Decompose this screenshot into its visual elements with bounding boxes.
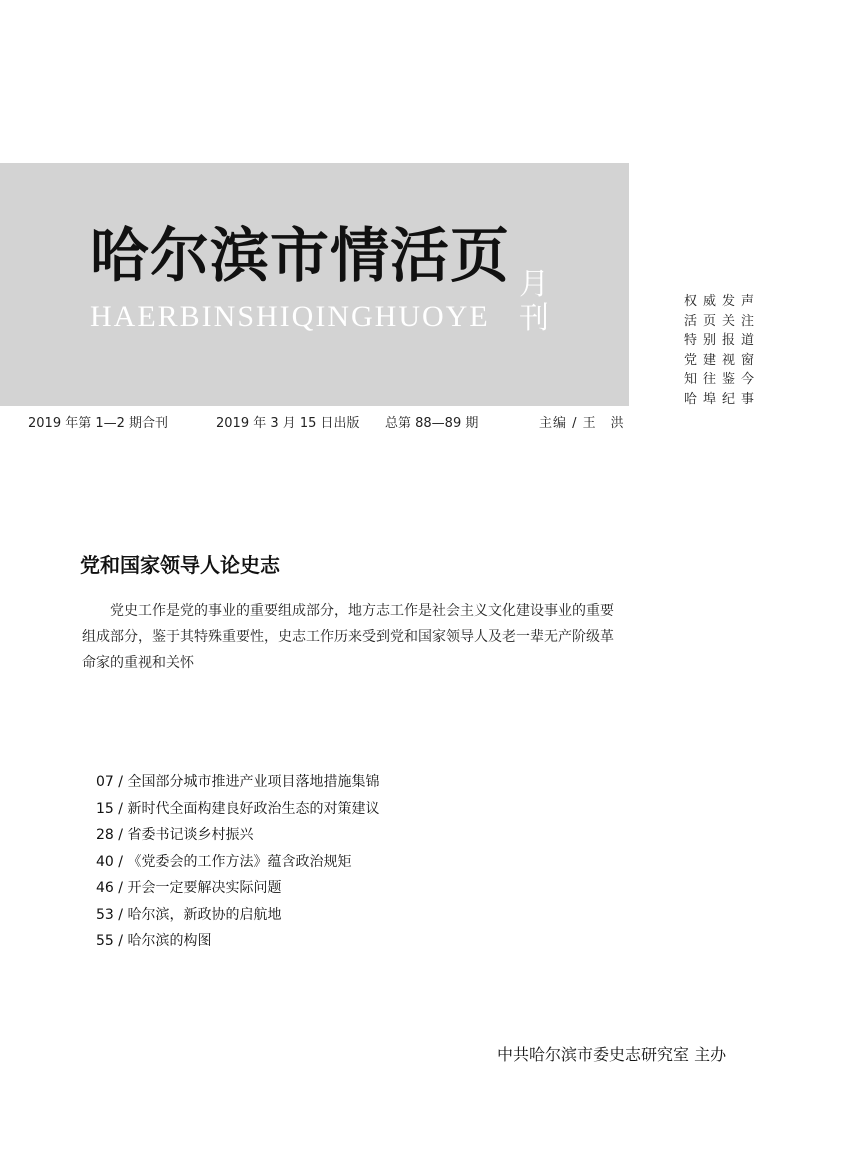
magazine-title: 哈尔滨市情活页: [90, 221, 511, 290]
toc-page-number: 28: [96, 827, 114, 843]
frequency-char: 月: [519, 267, 549, 302]
publish-date: 2019 年 3 月 15 日出版: [216, 416, 360, 431]
issue-info-bar: [28, 412, 648, 432]
toc-item[interactable]: 15 / 新时代全面构建良好政治生态的对策建议: [96, 800, 380, 817]
toc-item[interactable]: 46 / 开会一定要解决实际问题: [96, 880, 282, 896]
toc-page-number: 46: [96, 880, 114, 896]
toc-title: 全国部分城市推进产业项目落地措施集锦: [127, 774, 380, 790]
toc-page-number: 15: [96, 800, 114, 817]
toc-page-number: 07: [96, 774, 114, 790]
sponsor-organization: 中共哈尔滨市委史志研究室 主办: [497, 1045, 727, 1064]
slogan-item: 哈埠纪事: [684, 391, 761, 407]
toc-item[interactable]: 07 / 全国部分城市推进产业项目落地措施集锦: [96, 774, 380, 790]
combined-issue: 2019 年第 1—2 期合刊: [28, 416, 169, 431]
toc-title: 新时代全面构建良好政治生态的对策建议: [127, 800, 380, 817]
magazine-pinyin-title: HAERBINSHIQINGHUOYE: [90, 300, 490, 333]
slogan-item: 党建视窗: [684, 352, 761, 368]
toc-title: 哈尔滨的构图: [127, 933, 212, 949]
toc-title: 开会一定要解决实际问题: [127, 880, 282, 896]
feature-summary: 党史工作是党的事业的重要组成部分，地方志工作是社会主义文化建设事业的重要组成部分，鉴于其特殊重要性，史志工作历来受到党和国家领导人及老一辈无产阶级革命家的重视和关怀: [82, 603, 614, 671]
slogan-item: 权威发声: [684, 294, 761, 309]
slogan-item: 活页关注: [684, 313, 761, 329]
toc-item[interactable]: 53 / 哈尔滨，新政协的启航地: [96, 906, 282, 923]
toc-page-number: 53: [96, 906, 114, 923]
toc-item[interactable]: 55 / 哈尔滨的构图: [96, 933, 212, 949]
toc-title: 省委书记谈乡村振兴: [127, 827, 254, 843]
toc-item[interactable]: 40 / 《党委会的工作方法》蕴含政治规矩: [96, 853, 352, 870]
toc-item[interactable]: 28 / 省委书记谈乡村振兴: [96, 827, 254, 843]
column-slogans: [684, 292, 784, 409]
table-of-contents: [96, 769, 379, 955]
slogan-item: 特别报道: [684, 333, 761, 348]
toc-page-number: 55: [96, 933, 114, 949]
feature-heading: 党和国家领导人论史志: [80, 553, 280, 577]
toc-title: 《党委会的工作方法》蕴含政治规矩: [127, 853, 352, 870]
frequency-char: 刊: [519, 301, 549, 336]
toc-page-number: 40: [96, 853, 114, 870]
slogan-item: 知往鉴今: [684, 372, 761, 387]
frequency-label: [519, 268, 549, 336]
toc-title: 哈尔滨，新政协的启航地: [127, 906, 282, 923]
total-issue-number: 总第 88—89 期: [385, 416, 479, 431]
chief-editor: 主编 / 王 洪: [539, 416, 625, 431]
